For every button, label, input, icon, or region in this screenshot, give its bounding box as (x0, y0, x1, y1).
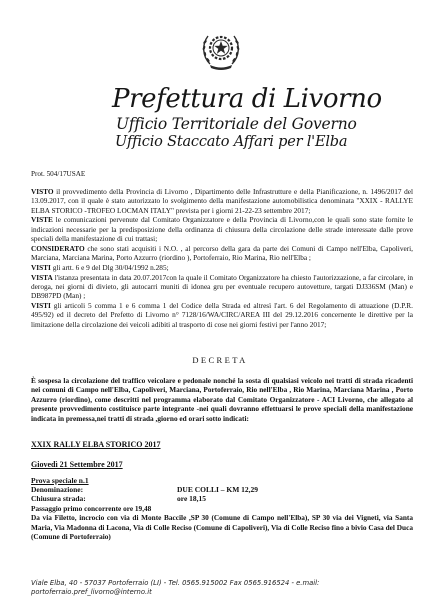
stage-name-value: DUE COLLI – KM 12,29 (177, 485, 259, 494)
premise-text: gli artt. 6 e 9 del Dlg 30/04/1992 n.285; (50, 262, 169, 272)
stage-heading: Prova speciale n.1 (31, 476, 89, 485)
premise-text: il provvedimento della Provincia di Livorno , Dipartimento delle Infrastrutture e della Pianificazione, n. 1496/2017 del 13.09.2017, con il quale è stato autorizzato lo svolgimento della manifestazione automobilistica denominata "XXIX - RALLYE ELBA STORICO -TROFEO LOCMAN ITALY" prevista per i giorni 21-22-23 settembre 2017; (31, 187, 413, 215)
premise-lead: VISTI (31, 262, 51, 272)
premise-paragraph (31, 244, 413, 263)
premise-lead: VISTE (31, 215, 53, 225)
office-subtitle: Ufficio Territoriale del Governo (116, 115, 357, 133)
stage-name-label: Denominazione: (31, 485, 84, 494)
premise-lead: VISTA (31, 272, 53, 282)
premise-paragraph (31, 215, 413, 243)
premise-lead: VISTO (31, 187, 54, 196)
first-competitor-time: Passaggio primo concorrente ore 19,48 (31, 504, 152, 513)
footer-address: Viale Elba, 40 - 57037 Portoferraio (LI) - Tel. 0565.915002 Fax 0565.916524 - e.mail: (31, 579, 320, 587)
stage-name-row (31, 485, 259, 494)
premises-block (31, 187, 413, 330)
premise-paragraph (31, 187, 413, 215)
premise-text: gli articoli 5 comma 1 e 6 comma 1 del Codice della Strada ed altresì l'art. 6 del Regolamento di attuazione (D.P.R. 495/92) ed il decreto del Prefetto di Livorno n° 7128/16/WA/CIRC/AREA III del 29.12.2016 concernente le direttive per la limitazione della circolazione dei veicoli adibiti al trasporto di cose nei giorni festivi per l'anno 2017; (31, 301, 413, 329)
premise-text: che sono stati acquisiti i N.O. , al percorso della gara da parte dei Comuni di Campo nell'Elba, Capoliveri, Marciana, Marciana Marina, Porto Azzurro (riordino ), Portoferraio, Rio Marina, Rio nell'Elba ; (31, 243, 413, 263)
premise-paragraph (31, 301, 413, 329)
premise-lead: VISTI (31, 301, 51, 311)
decree-heading: DECRETA (192, 355, 248, 365)
premise-text: le comunicazioni pervenute dal Comitato Organizzatore e della Provincia di Livorno,con le quali sono state fornite le indicazioni necessarie per la predisposizione della ordinanza di chiusura della circolazione delle strade interessate dalle prove speciali della manifestazione di cui trattasi; (31, 215, 413, 243)
footer (31, 579, 319, 597)
premise-text: l'istanza presentata in data 20.07.2017con la quale il Comitato Organizzatore ha chiesto l'autorizzazione, a far circolare, in deroga, nei giorni di divieto, gli autocarri muniti di idonea gru per eventuale recupero autovetture, targati DJ336SM (Man) e DB987PD (Man) ; (31, 272, 413, 301)
stage-closure-row (31, 494, 207, 503)
italian-republic-emblem-icon (198, 24, 244, 72)
stage-route-block (31, 504, 413, 541)
premise-lead: CONSIDERATO (31, 243, 85, 253)
protocol-number: Prot. 504/17USAE (31, 170, 86, 178)
footer-email: portoferraio.pref_livorno@interno.it (31, 587, 152, 596)
stage-closure-value: ore 18,15 (177, 494, 207, 503)
stage-closure-label: Chiusura strada: (31, 494, 86, 503)
event-date: Giovedì 21 Settembre 2017 (31, 460, 123, 469)
decree-text: È sospesa la circolazione del traffico veicolare e pedonale nonché la sosta di qualsiasi veicolo nei tratti di strada ricadenti nei comuni di Campo nell'Elba, Capoliveri, Marciana, Portoferraio, Rio nell'Elba , Rio Marina, Marciana Marina , Porto Azzurro (riordino), come descritti nel programma elaborato dal Comitato Organizzatore - ACI Livorno, che allegato al presente provvedimento costituisce parte integrante -nei quali dovranno effettuarsi le prove speciali della manifestazione indicata in premessa,nei tratti di strada ,giorno ed orari sotto indicati: (31, 376, 413, 423)
premise-paragraph (31, 273, 413, 301)
stage-route: Da via Filetto, incrocio con via di Monte Baccile ,SP 30 (Comune di Campo nell'Elba), SP 30 via dei Vigneti, via Santa Maria, Via Madonna di Lacona, Via di Colle Reciso (Comune di Capoliveri), Via di Colle Reciso fino a bivio Casa del Duca (Comune di Portoferraio) (31, 513, 413, 541)
prefecture-title: Prefettura di Livorno (112, 84, 382, 114)
event-title: XXIX RALLY ELBA STORICO 2017 (31, 440, 161, 449)
premise-paragraph (31, 263, 413, 272)
branch-subtitle: Ufficio Staccato Affari per l'Elba (115, 134, 348, 150)
